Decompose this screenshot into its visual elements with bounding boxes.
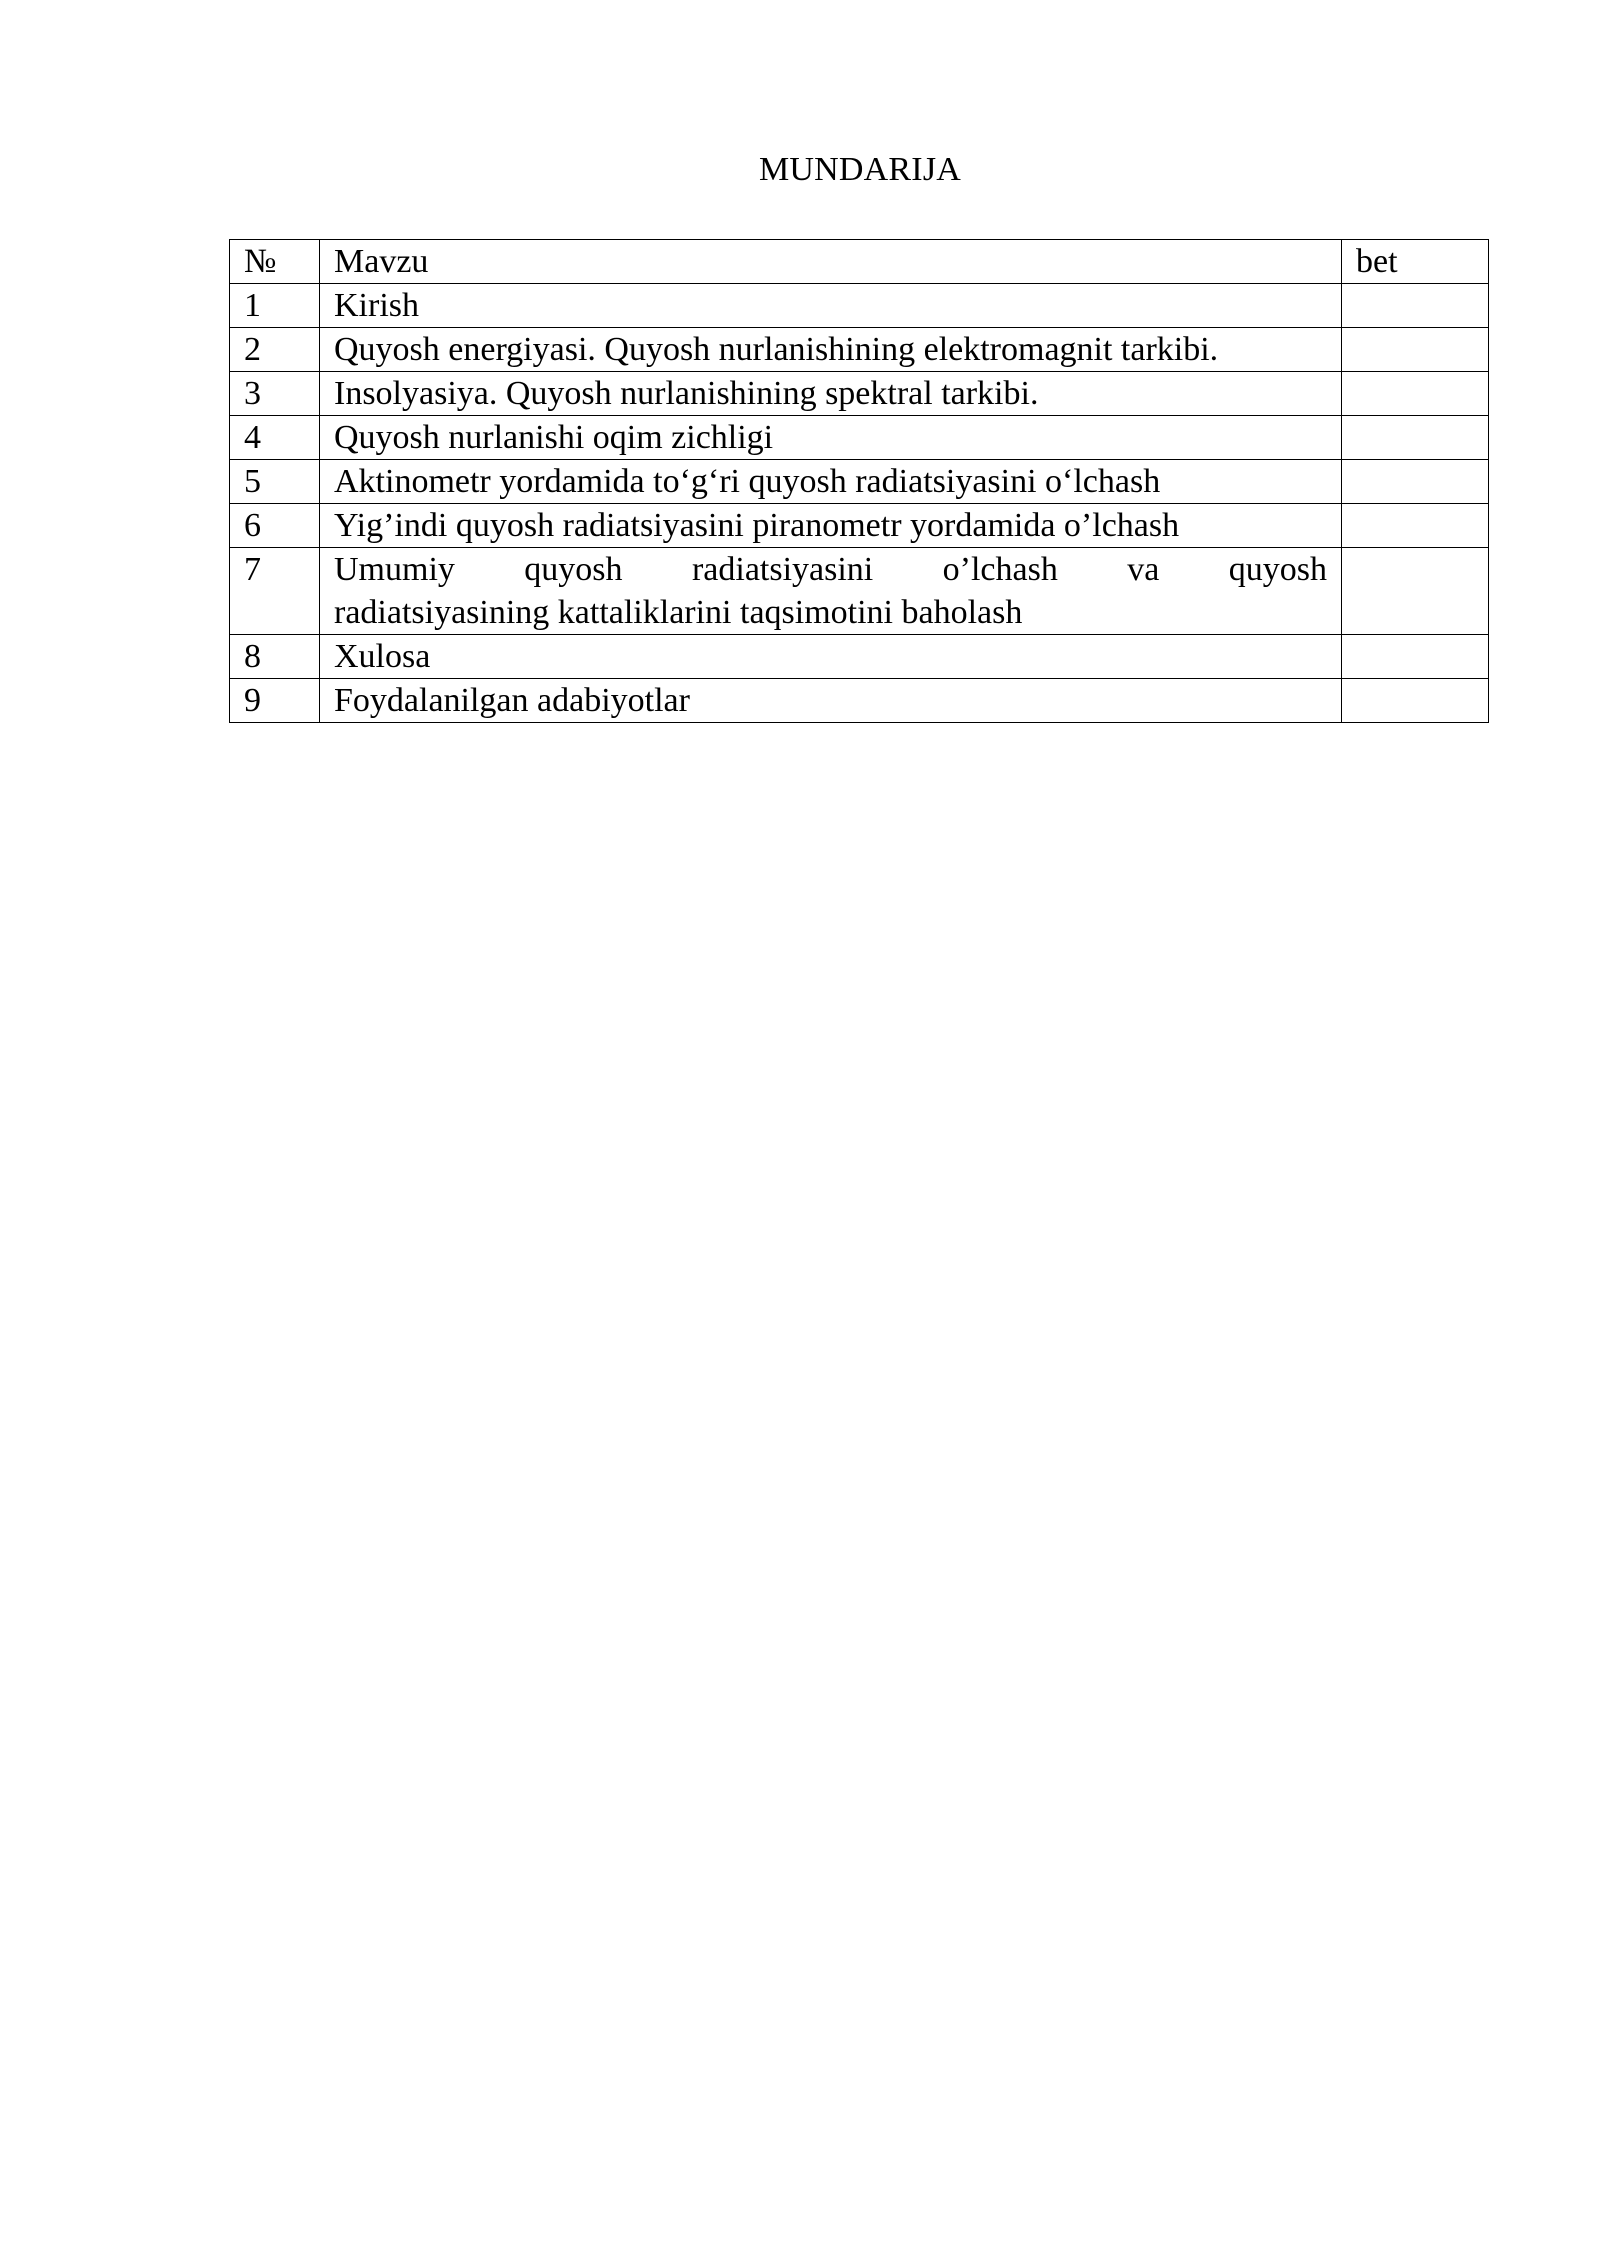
row-number: 4 xyxy=(230,416,320,460)
row-page xyxy=(1342,372,1489,416)
table-row xyxy=(230,284,1489,328)
row-page xyxy=(1342,416,1489,460)
row-page xyxy=(1342,504,1489,548)
row-topic: Foydalanilgan adabiyotlar xyxy=(320,679,1342,723)
row-topic: Quyosh nurlanishi oqim zichligi xyxy=(320,416,1342,460)
table-row xyxy=(230,635,1489,679)
row-number: 6 xyxy=(230,504,320,548)
row-page xyxy=(1342,284,1489,328)
row-topic-line-2: radiatsiyasining kattaliklarini taqsimotini baholash xyxy=(334,594,1023,631)
table-row xyxy=(230,328,1489,372)
table-row xyxy=(230,460,1489,504)
row-page xyxy=(1342,460,1489,504)
row-topic: Xulosa xyxy=(320,635,1342,679)
row-topic: Quyosh energiyasi. Quyosh nurlanishining elektromagnit tarkibi. xyxy=(320,328,1342,372)
row-page xyxy=(1342,548,1489,635)
row-number: 5 xyxy=(230,460,320,504)
row-number: 9 xyxy=(230,679,320,723)
table-header-row xyxy=(230,240,1489,284)
row-number: 3 xyxy=(230,372,320,416)
table-row xyxy=(230,416,1489,460)
row-topic: Aktinometr yordamida to‘g‘ri quyosh radiatsiyasini o‘lchash xyxy=(320,460,1342,504)
table-row xyxy=(230,548,1489,635)
row-topic: Insolyasiya. Quyosh nurlanishining spektral tarkibi. xyxy=(320,372,1342,416)
row-topic-line-1: Umumiy quyosh radiatsiyasini o’lchash va quyosh xyxy=(334,551,1327,588)
row-number: 1 xyxy=(230,284,320,328)
table-row xyxy=(230,679,1489,723)
row-topic xyxy=(320,548,1342,635)
page-title: MUNDARIJA xyxy=(758,151,962,188)
row-number: 7 xyxy=(230,548,320,635)
row-number: 2 xyxy=(230,328,320,372)
row-page xyxy=(1342,328,1489,372)
header-page: bet xyxy=(1342,240,1489,284)
header-number: № xyxy=(230,240,320,284)
table-row xyxy=(230,504,1489,548)
row-topic: Yig’indi quyosh radiatsiyasini piranometr yordamida o’lchash xyxy=(320,504,1342,548)
row-page xyxy=(1342,635,1489,679)
row-page xyxy=(1342,679,1489,723)
header-topic: Mavzu xyxy=(320,240,1342,284)
row-topic: Kirish xyxy=(320,284,1342,328)
table-row xyxy=(230,372,1489,416)
row-number: 8 xyxy=(230,635,320,679)
table-of-contents xyxy=(229,239,1489,723)
